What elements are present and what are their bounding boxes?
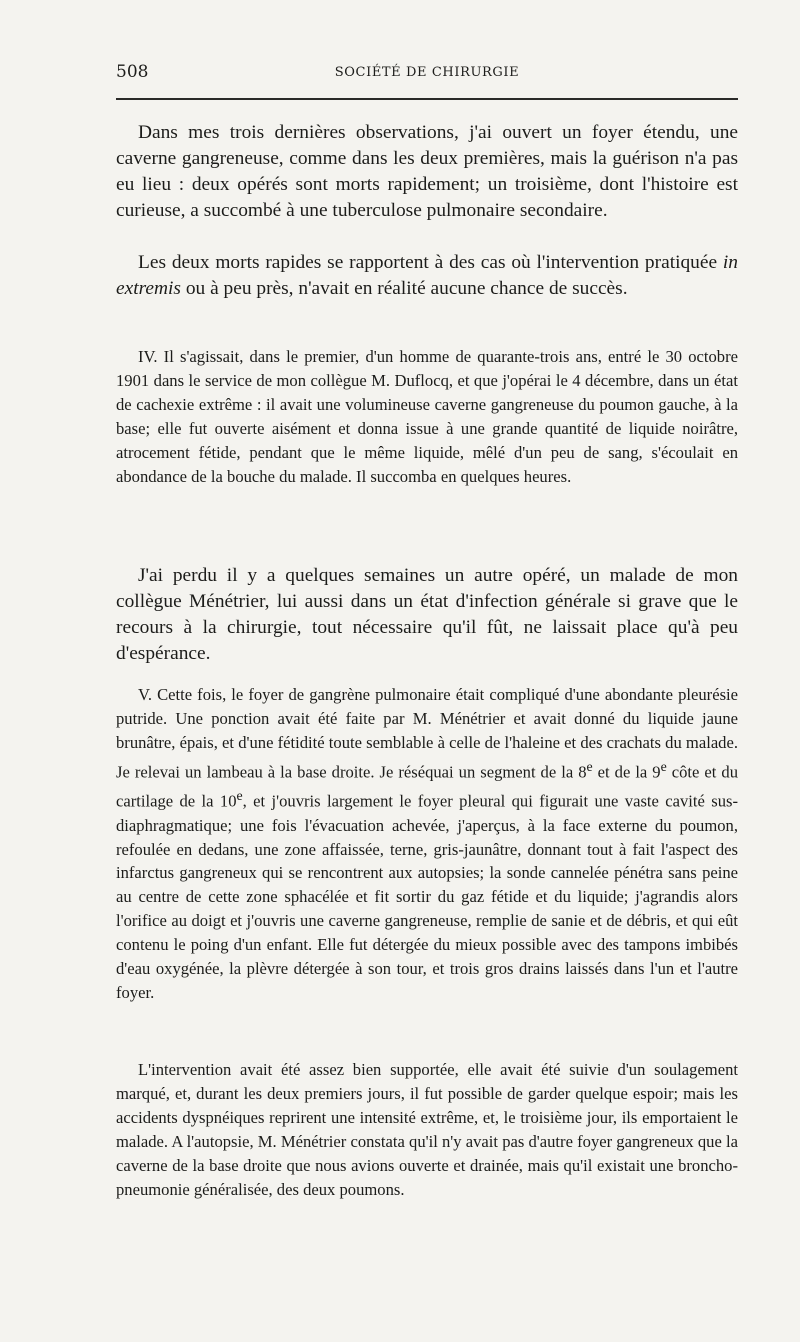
paragraph-rapid-deaths-text-2: ou à peu près, n'avait en réalité aucune chance de succès. <box>180 278 628 299</box>
paragraph-second-loss: J'ai perdu il y a quelques semaines un autre opéré, un malade de mon collègue Ménétrier, lui aussi dans un état d'infection générale si grave que le recours à la chirurgie, tout nécessaire qu'il fût, ne laissait place qu'à peu d'espérance. <box>116 565 738 664</box>
paragraph-outcome: L'intervention avait été assez bien supportée, elle avait été suivie d'un soulagement marqué, et, durant les deux premiers jours, il fut possible de garder quelque espoir; mais les accidents dyspnéiques reprirent une intensité extrême, et, le troisième jour, ils emportaient le malade. A l'autopsie, M. Ménétrier constata qu'il n'y avait pas d'autre foyer gangreneux que la caverne de la base droite que nous avions ouverte et drainée, mais qu'il existait une broncho-pneumonie généralisée, des deux poumons. <box>116 1060 738 1199</box>
running-title: SOCIÉTÉ DE CHIRURGIE <box>334 65 520 80</box>
case-v-paragraph <box>116 683 738 1005</box>
paragraph-intro: Dans mes trois dernières observations, j'ai ouvert un foyer étendu, une caverne gangreneuse, comme dans les deux premières, mais la guérison n'a pas eu lieu : deux opérés sont morts rapidement; un troisième, dont l'histoire est curieuse, a succombé à une tuberculose pulmonaire secondaire. <box>116 122 738 221</box>
superscript: e <box>236 788 243 804</box>
case-v-text-1: V. Cette fois, le foyer de gangrène pulmonaire était compliqué d'une abondante pleurésie putride. Une ponction avait été faite par M. Ménétrier et avait donné du liquide jaune brunâtre, épais, et d'une fétidité toute semblable à celle de l'haleine et des crachats du malade. Je relevai un lambeau à la base droite. Je réséquai un segment de la 8 <box>116 685 738 782</box>
case-v-text-4: , et j'ouvris largement le foyer pleural qui figurait une vaste cavité sus-diaphragmatique; une fois l'évacuation achevée, j'aperçus, à la face externe du poumon, refoulée en dedans, une zone affaissée, terne, gris-jaunâtre, donnant tout à fait l'aspect des infarctus gangreneux qui se rencontrent aux autopsies; la sonde cannelée pénétra sans peine au centre de cette zone sphacélée et fit sortir du gaz fétide et du liquide; j'agrandis alors l'orifice au doigt et j'ouvris une caverne gangreneuse, remplie de sanie et de débris, et qui eût contenu le poing d'un enfant. Elle fut détergée du mieux possible avec des tampons imbibés d'eau oxygénée, la plèvre détergée à son tour, et trois gros drains laissés dans l'un et l'autre foyer. <box>116 791 738 1002</box>
paragraph-rapid-deaths-text-1: Les deux morts rapides se rapportent à des cas où l'intervention pratiquée <box>138 252 723 273</box>
header-rule <box>116 98 738 100</box>
superscript: e <box>586 758 593 774</box>
case-v-text-2: et de la 9 <box>592 762 661 782</box>
case-v-text-3: côte et du cartilage de la 10 <box>116 762 738 811</box>
case-iv-paragraph: IV. Il s'agissait, dans le premier, d'un homme de quarante-trois ans, entré le 30 octobre 1901 dans le service de mon collègue M. Duflocq, et que j'opérai le 4 décembre, dans un état de cachexie extrême : il avait une volumineuse caverne gangreneuse du poumon gauche, à la base; elle fut ouverte aisément et donna issue à une grande quantité de liquide noirâtre, atrocement fétide, pendant que le même liquide, mêlé d'un peu de sang, s'écoulait en abondance de la bouche du malade. Il succomba en quelques heures. <box>116 347 738 486</box>
paragraph-rapid-deaths <box>116 250 738 302</box>
page-header <box>116 62 738 86</box>
page-number: 508 <box>116 62 149 82</box>
superscript: e <box>660 758 667 774</box>
latin-phrase: in extremis <box>116 252 738 299</box>
